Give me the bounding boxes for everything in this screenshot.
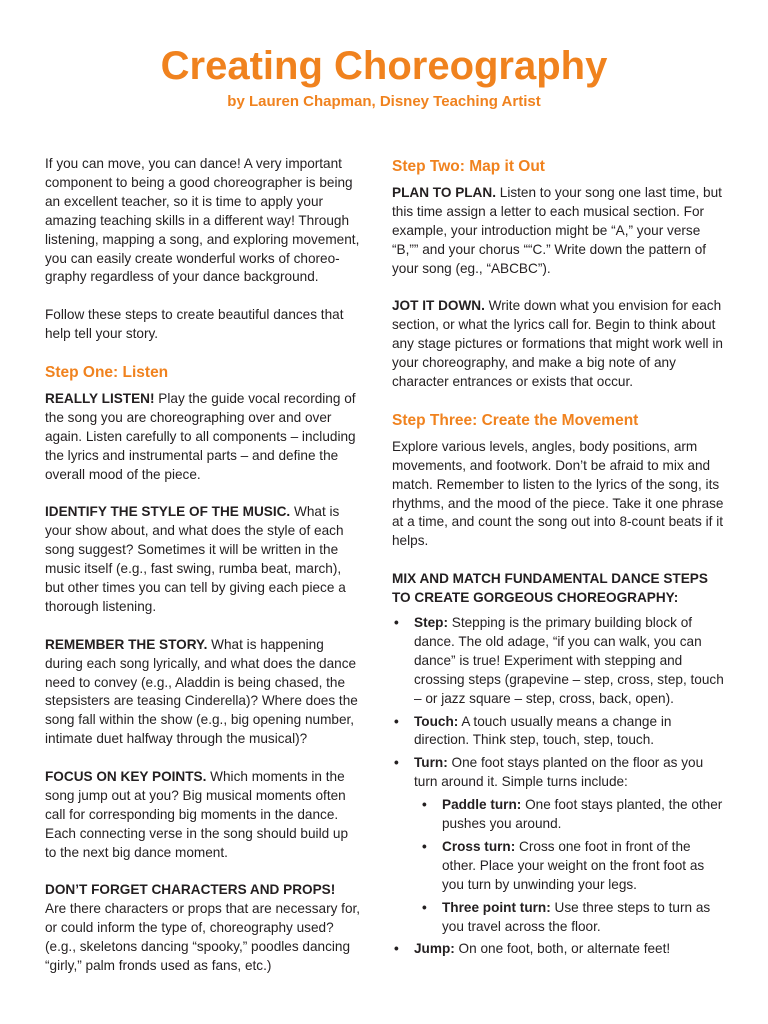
- item-text: Stepping is the primary building block of dance. The old adage, “if you can walk, you can dance” is true! Experiment with stepping and crossing steps (grapevine – step, cross, step, touch – or jazz square – step, cross, back, open).: [414, 614, 724, 706]
- dance-steps-list: [392, 614, 728, 959]
- paragraph-text: What is happening during each song lyrically, and what does the dance need to convey (e.g., Aladdin is being chased, the stepsisters are teasing Cinderella)? Where does the song fall within the show (e.g., big opening number, intimate duet halfway through the musical)?: [45, 636, 358, 747]
- paragraph-lead: DON’T FORGET CHARACTERS AND PROPS!: [45, 882, 336, 898]
- left-column: [45, 155, 363, 995]
- list-item-jump: [392, 940, 728, 959]
- list-item-three-point-turn: [414, 899, 728, 937]
- paragraph-text: Are there characters or props that are necessary for, or could inform the type of, choreography used? (e.g., skeletons dancing “spooky,” poodles dancing “girly,” palm fronds used as fans, etc.): [45, 901, 361, 974]
- follow-paragraph: Follow these steps to create beautiful dances that help tell your story.: [45, 307, 344, 342]
- paragraph-text: Listen to your song one last time, but this time assign a letter to each musical section. For example, your introduction might be “A,” your verse “B,”” and your chorus ““C.” Write down the pattern of your song (eg., “ABCBC”).: [392, 185, 722, 276]
- paragraph-text: Write down what you envision for each section, or what the lyrics call for. Begin to think about any stage pictures or formations that might work well in your choreography, and make a big note of any character entrances or exists that occur.: [392, 298, 723, 390]
- mix-and-match-heading: MIX AND MATCH FUNDAMENTAL DANCE STEPS TO CREATE GORGEOUS CHOREOGRAPHY:: [392, 571, 708, 606]
- paragraph-lead: IDENTIFY THE STYLE OF THE MUSIC.: [45, 504, 291, 520]
- item-lead: Touch:: [414, 713, 459, 729]
- item-lead: Jump:: [414, 941, 455, 957]
- style-of-music-paragraph: [45, 503, 363, 616]
- item-text: Use three steps to turn as you travel across the floor.: [442, 899, 711, 934]
- item-text: A touch usually means a change in direction. Think step, touch, step, touch.: [414, 713, 672, 748]
- paragraph-lead: PLAN TO PLAN.: [392, 185, 496, 200]
- really-listen-paragraph: [45, 390, 363, 485]
- item-text: Cross one foot in front of the other. Place your weight on the front foot as you turn by unwinding your legs.: [442, 838, 705, 892]
- item-text: On one foot, both, or alternate feet!: [454, 941, 671, 957]
- turn-types-list: [414, 796, 728, 936]
- paragraph-lead: REMEMBER THE STORY.: [45, 636, 208, 652]
- author-byline: by Lauren Chapman, Disney Teaching Artist: [227, 93, 541, 110]
- paragraph-text: Which moments in the song jump out at you? Big musical moments often call for corresponding big moments in the dance. Each connecting verse in the song should build up to the next big dance moment.: [45, 769, 349, 860]
- page-title: Creating Choreography: [160, 44, 608, 88]
- paragraph-text: What is your show about, and what does the style of each song suggest? Sometimes it will be written in the music itself (e.g., fast swing, rumba beat, march), but other times you can tell by giving each piece a thorough listening.: [45, 504, 346, 614]
- right-column: [392, 157, 728, 963]
- jot-it-down-paragraph: [392, 297, 728, 392]
- item-lead: Turn:: [414, 755, 448, 771]
- plan-to-plan-paragraph: [392, 184, 728, 279]
- item-text: One foot stays planted, the other pushes you around.: [442, 797, 723, 832]
- list-item-turn: [392, 754, 728, 936]
- list-item-step: [392, 614, 728, 709]
- paragraph-text: Play the guide vocal recording of the song you are choreographing over and over again. Listen carefully to all components – including the lyrics and instrumental parts – and define the overall mood of the piece.: [45, 390, 356, 482]
- explore-paragraph: Explore various levels, angles, body positions, arm movements, and footwork. Don’t be afraid to mix and match. Remember to listen to the lyrics of the song, its rhythms, and the mood of the piece. Take it one phrase at a time, and count the song out into 8-count beats if it helps.: [392, 438, 724, 549]
- paragraph-lead: JOT IT DOWN.: [392, 298, 485, 314]
- item-text: One foot stays planted on the floor as you turn around it. Simple turns include:: [414, 755, 704, 790]
- step-one-heading: Step One: Listen: [45, 363, 169, 381]
- paragraph-lead: FOCUS ON KEY POINTS.: [45, 769, 207, 785]
- item-lead: Paddle turn:: [442, 797, 522, 813]
- characters-props-paragraph: [45, 881, 363, 976]
- item-lead: Cross turn:: [442, 838, 516, 854]
- paragraph-lead: REALLY LISTEN!: [45, 390, 155, 406]
- item-lead: Three point turn:: [442, 899, 551, 915]
- step-two-heading: Step Two: Map it Out: [392, 158, 545, 175]
- intro-paragraph: If you can move, you can dance! A very important component to being a good choreographer is being an excellent teacher, so it is time to apply your amazing teaching skills in a different way! Through listening, mapping a song, and exploring movement, you can easily create wonderful works of choreo-graphy regardless of your dance background.: [45, 156, 360, 285]
- step-three-heading: Step Three: Create the Movement: [392, 411, 639, 429]
- list-item-touch: [392, 713, 728, 751]
- remember-story-paragraph: [45, 636, 363, 749]
- key-points-paragraph: [45, 768, 363, 863]
- item-lead: Step:: [414, 614, 448, 630]
- list-item-paddle-turn: [414, 796, 728, 834]
- list-item-cross-turn: [414, 838, 728, 895]
